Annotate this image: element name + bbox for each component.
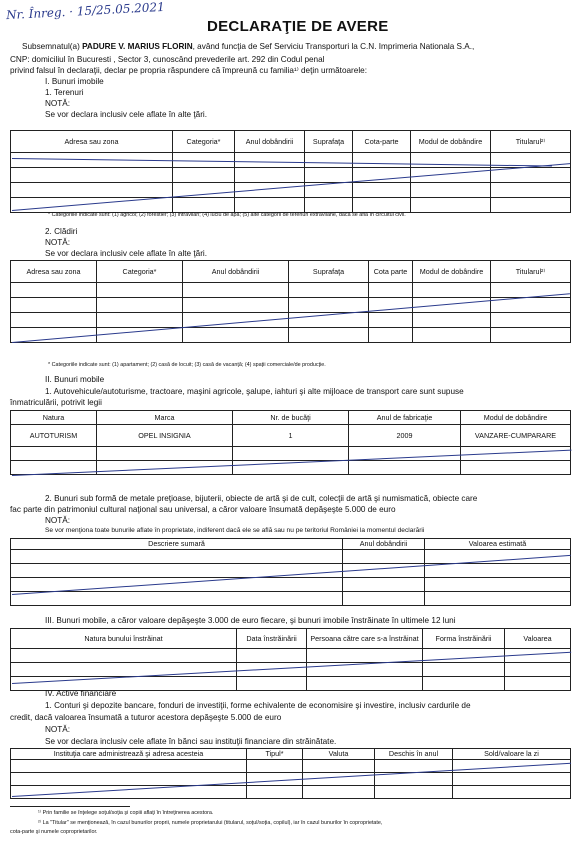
- header-cell: Cota parte: [369, 261, 413, 283]
- nota-text: Se vor declara inclusiv cele aflate în bănci sau instituţii financiare din străinătate.: [45, 737, 337, 746]
- alienated-assets-header: [11, 629, 571, 649]
- header-cell: Marca: [97, 411, 233, 425]
- footnote-family: ¹⁾ Prin familie se înţelege soţul/soţia şi copiii aflaţi în întreţinerea acestora.: [38, 810, 214, 816]
- header-cell: Tipul*: [247, 749, 303, 760]
- table-row: [11, 198, 571, 213]
- vehicle-type: AUTOTURISM: [11, 425, 97, 447]
- header-cell: Modul de dobândire: [411, 131, 491, 153]
- table-row: [11, 425, 571, 447]
- header-cell: Valoarea estimată: [425, 539, 571, 550]
- nota-label: NOTĂ:: [45, 99, 71, 108]
- valuables-table-header: [11, 539, 571, 550]
- header-cell: Descriere sumară: [11, 539, 343, 550]
- header-cell: Anul dobândirii: [235, 131, 305, 153]
- header-cell: Deschis în anul: [375, 749, 453, 760]
- buildings-table-header: [11, 261, 571, 283]
- intro-prefix: Subsemnatul(a): [22, 42, 80, 51]
- section-4-heading: IV. Active financiare: [45, 689, 117, 698]
- header-cell: Suprafaţa: [305, 131, 353, 153]
- declarant-name: PADURE V. MARIUS FLORIN: [82, 42, 193, 51]
- vehicles-table-header: [11, 411, 571, 425]
- section-1-1-heading: 1. Terenuri: [45, 88, 84, 97]
- header-cell: Instituţia care administrează şi adresa acesteia: [11, 749, 247, 760]
- header-cell: Nr. de bucăţi: [233, 411, 349, 425]
- header-cell: Anul de fabricaţie: [349, 411, 461, 425]
- alienated-assets-table: [10, 628, 571, 691]
- vehicles-description-line-2: înmatriculării, potrivit legii: [10, 398, 102, 407]
- document-title: DECLARAŢIE DE AVERE: [207, 18, 389, 35]
- handwritten-registration-note: Nr. Înreg. · 15/25.05.2021: [5, 0, 166, 23]
- footnote-titular-line-1: ²⁾ La "Titular" se menţionează, în cazul bunurilor proprii, numele proprietarului (titularul, soţul/soţia, copilul), iar în cazul bunurilor în coproprietate,: [38, 820, 383, 826]
- nota-text: Se vor menţiona toate bunurile aflate în proprietate, indiferent dacă ele se află sau nu pe teritoriul României la momentul declarării: [45, 527, 425, 534]
- header-cell: Forma înstrăinării: [423, 629, 505, 649]
- header-cell: Valuta: [303, 749, 375, 760]
- section-2-heading: II. Bunuri mobile: [45, 375, 105, 384]
- valuables-description-line-1: 2. Bunuri sub formă de metale preţioase, bijuterii, obiecte de artă şi de cult, colecţii de artă şi numismatică, obiecte care: [45, 494, 478, 503]
- nota-text: Se vor declara inclusiv cele aflate în alte ţări.: [45, 249, 208, 258]
- header-cell: Modul de dobândire: [413, 261, 491, 283]
- header-cell: Sold/valoare la zi: [453, 749, 571, 760]
- nota-label: NOTĂ:: [45, 238, 71, 247]
- header-cell: Adresa sau zona: [11, 261, 97, 283]
- land-categories-footnote: * Categoriile indicate sunt: (1) agricol; (2) forestier; (3) intravilan; (4) luciu de apă; (5) alte categorii de terenuri extravilane, dacă se află în circuitul civil.: [48, 212, 406, 218]
- section-1-2-heading: 2. Clădiri: [45, 227, 78, 236]
- land-table: [10, 130, 571, 213]
- land-table-header: [11, 131, 571, 153]
- header-cell: Categoria*: [173, 131, 235, 153]
- header-cell: Adresa sau zona: [11, 131, 173, 153]
- valuables-description-line-2: fac parte din patrimoniul cultural naţional sau universal, a căror valoare însumată depăşeşte 5.000 de euro: [10, 505, 396, 514]
- header-cell: Persoana către care s-a înstrăinat: [307, 629, 423, 649]
- table-row: [11, 592, 571, 606]
- vehicle-acquisition: VANZARE-CUMPARARE: [461, 425, 571, 447]
- header-cell: Natura: [11, 411, 97, 425]
- header-cell: Data înstrăinării: [237, 629, 307, 649]
- intro-line-1: [22, 42, 474, 52]
- section-1-heading: I. Bunuri imobile: [45, 77, 104, 86]
- accounts-description-line-1: 1. Conturi şi depozite bancare, fonduri de investiţii, forme echivalente de economisire şi investire, inclusiv cardurile de: [45, 701, 471, 710]
- header-cell: Suprafaţa: [289, 261, 369, 283]
- footnote-titular-line-2: cota-parte şi numele coproprietarilor.: [10, 829, 98, 835]
- bank-accounts-header: [11, 749, 571, 760]
- accounts-description-line-2: credit, dacă valoarea însumată a tuturor acestora depăşeşte 5.000 de euro: [10, 713, 282, 722]
- table-row: [11, 183, 571, 198]
- header-cell: Cota-parte: [353, 131, 411, 153]
- header-cell: Categoria*: [97, 261, 183, 283]
- nota-label: NOTĂ:: [45, 516, 71, 525]
- table-row: [11, 663, 571, 677]
- vehicle-brand: OPEL INSIGNIA: [97, 425, 233, 447]
- building-categories-footnote: * Categoriile indicate sunt: (1) apartament; (2) casă de locuit; (3) casă de vacanţă; (4) spaţii comerciale/de producţie.: [48, 362, 326, 368]
- nota-text: Se vor declara inclusiv cele aflate în alte ţări.: [45, 110, 208, 119]
- nota-label: NOTĂ:: [45, 725, 71, 734]
- intro-line-2: CNP: domiciliul în Bucuresti , Sector 3, cunoscând prevederile art. 292 din Codul penal: [10, 55, 325, 64]
- vehicle-year: 2009: [349, 425, 461, 447]
- header-cell: Titularul²⁾: [491, 131, 571, 153]
- table-row: [11, 313, 571, 328]
- vehicles-description-line-1: 1. Autovehicule/autoturisme, tractoare, maşini agricole, şalupe, iahturi şi alte mijloace de transport care sunt supuse: [45, 387, 464, 396]
- intro-line-3: privind falsul în declaraţii, declar pe propria răspundere că împreună cu familia¹⁾ deţin următoarele:: [10, 66, 367, 75]
- vehicle-count: 1: [233, 425, 349, 447]
- header-cell: Modul de dobândire: [461, 411, 571, 425]
- table-row: [11, 578, 571, 592]
- footnote-divider: [10, 806, 130, 807]
- vehicles-table: [10, 410, 571, 475]
- header-cell: Titularul²⁾: [491, 261, 571, 283]
- table-row: [11, 760, 571, 773]
- table-row: [11, 283, 571, 298]
- section-3-heading: III. Bunuri mobile, a căror valoare depăşeşte 3.000 de euro fiecare, şi bunuri imobile înstrăinate în ultimele 12 luni: [45, 616, 456, 625]
- header-cell: Valoarea: [505, 629, 571, 649]
- buildings-table: [10, 260, 571, 343]
- header-cell: Natura bunului înstrăinat: [11, 629, 237, 649]
- intro-function: , având funcţia de Sef Serviciu Transporturi la C.N. Imprimeria Nationala S.A.,: [192, 42, 475, 51]
- header-cell: Anul dobândirii: [343, 539, 425, 550]
- valuables-table: [10, 538, 571, 606]
- header-cell: Anul dobândirii: [183, 261, 289, 283]
